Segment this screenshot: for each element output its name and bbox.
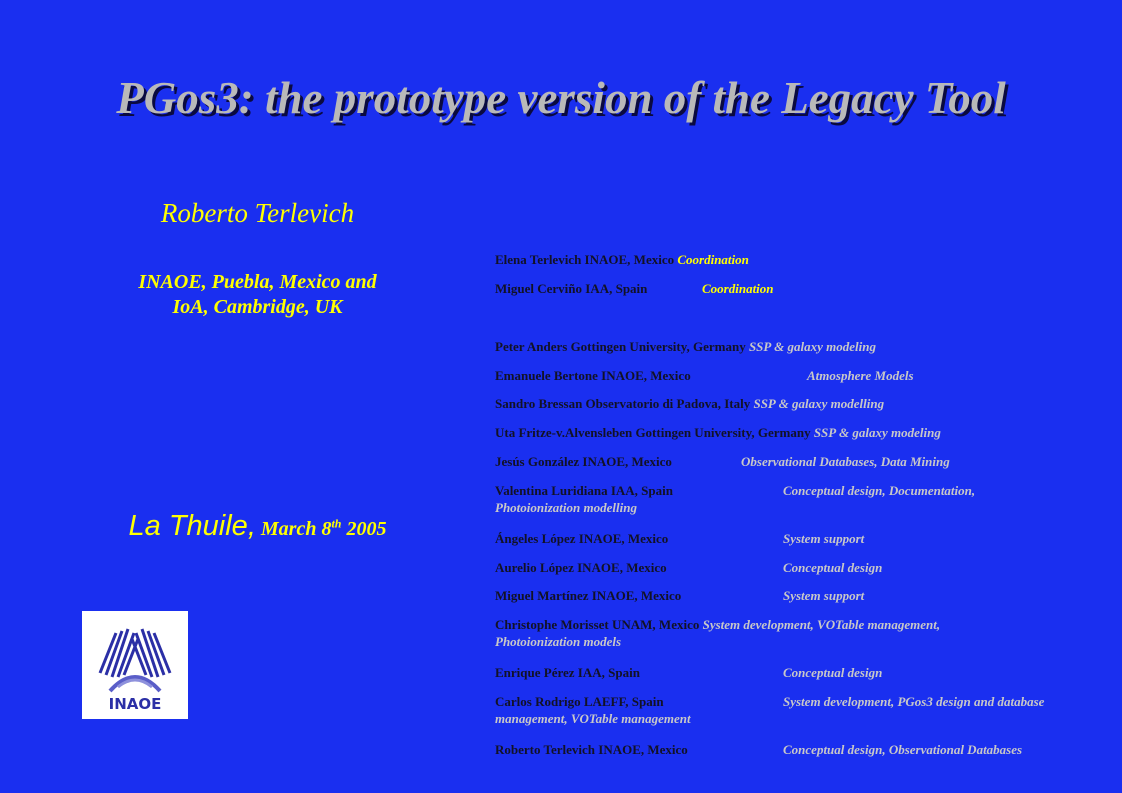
member-name: Miguel Cerviño IAA, Spain: [495, 281, 648, 296]
member-role: Conceptual design: [783, 560, 883, 575]
member-name: Christophe Morisset UNAM, Mexico: [495, 617, 700, 632]
team-member: [495, 616, 1110, 650]
member-role: Coordination: [677, 252, 749, 267]
affiliation-line: INAOE, Puebla, Mexico and: [138, 271, 377, 293]
team-member: [495, 664, 1110, 681]
member-role-continued: management, VOTable management: [495, 711, 691, 726]
member-name: Peter Anders Gottingen University, Germany: [495, 339, 746, 354]
team-member: [495, 395, 1110, 412]
member-role: SSP & galaxy modeling: [813, 425, 941, 440]
author-name: Roberto Terlevich: [160, 198, 355, 228]
member-name: Uta Fritze-v.Alvensleben Gottingen University, Germany: [495, 425, 811, 440]
team-member: [495, 367, 1110, 384]
team-member: [495, 280, 1110, 297]
member-role: SSP & galaxy modelling: [753, 396, 885, 411]
team-member: [495, 453, 1110, 470]
member-role: System support: [783, 588, 865, 603]
inaoe-logo: [82, 611, 188, 719]
member-role: Atmosphere Models: [807, 368, 914, 383]
member-role: System support: [783, 531, 865, 546]
member-name: Carlos Rodrigo LAEFF, Spain: [495, 694, 664, 709]
team-member: [495, 693, 1110, 727]
member-name: Ángeles López INAOE, Mexico: [495, 531, 669, 546]
event-info: [60, 510, 455, 543]
team-member: [495, 424, 1110, 441]
member-name: Aurelio López INAOE, Mexico: [495, 560, 667, 575]
member-role-continued: Photoionization modelling: [495, 500, 637, 515]
member-role-continued: Photoionization models: [495, 634, 622, 649]
team-member: [495, 587, 1110, 604]
slide-title: PGos3: the prototype version of the Legacy Tool: [116, 73, 1006, 123]
affiliation-line: IoA, Cambridge, UK: [172, 296, 343, 318]
member-name: Elena Terlevich INAOE, Mexico: [495, 252, 675, 267]
member-role: Conceptual design, Observational Databases: [783, 742, 1023, 757]
member-name: Sandro Bressan Observatorio di Padova, Italy: [495, 396, 751, 411]
event-date-sup: th: [331, 516, 342, 531]
member-name: Enrique Pérez IAA, Spain: [495, 665, 640, 680]
team-member: [495, 530, 1110, 547]
team-member: [495, 482, 1110, 516]
team-member: [495, 741, 1110, 758]
inaoe-logo-icon: [82, 611, 188, 719]
member-role: Conceptual design: [783, 665, 883, 680]
member-name: Roberto Terlevich INAOE, Mexico: [495, 742, 688, 757]
event-date-suffix: 2005: [341, 518, 387, 540]
member-name: Emanuele Bertone INAOE, Mexico: [495, 368, 691, 383]
logo-text: INAOE: [108, 695, 162, 713]
member-name: Valentina Luridiana IAA, Spain: [495, 483, 673, 498]
event-date: [256, 518, 387, 540]
event-comma: ,: [247, 510, 256, 542]
member-role: Observational Databases, Data Mining: [741, 454, 950, 469]
event-date-prefix: March 8: [255, 518, 332, 540]
member-role: SSP & galaxy modeling: [748, 339, 876, 354]
member-name: Miguel Martínez INAOE, Mexico: [495, 588, 682, 603]
team-member: [495, 251, 1110, 268]
team-member: [495, 559, 1110, 576]
member-name: Jesús González INAOE, Mexico: [495, 454, 672, 469]
team-member: [495, 338, 1110, 355]
author-affiliation: [60, 270, 455, 320]
member-role: System development, PGos3 design and database: [783, 694, 1045, 709]
member-role: Conceptual design, Documentation,: [783, 483, 976, 498]
member-role: Coordination: [702, 281, 774, 296]
event-place: La Thuile: [128, 510, 248, 542]
member-role: System development, VOTable management,: [702, 617, 941, 632]
